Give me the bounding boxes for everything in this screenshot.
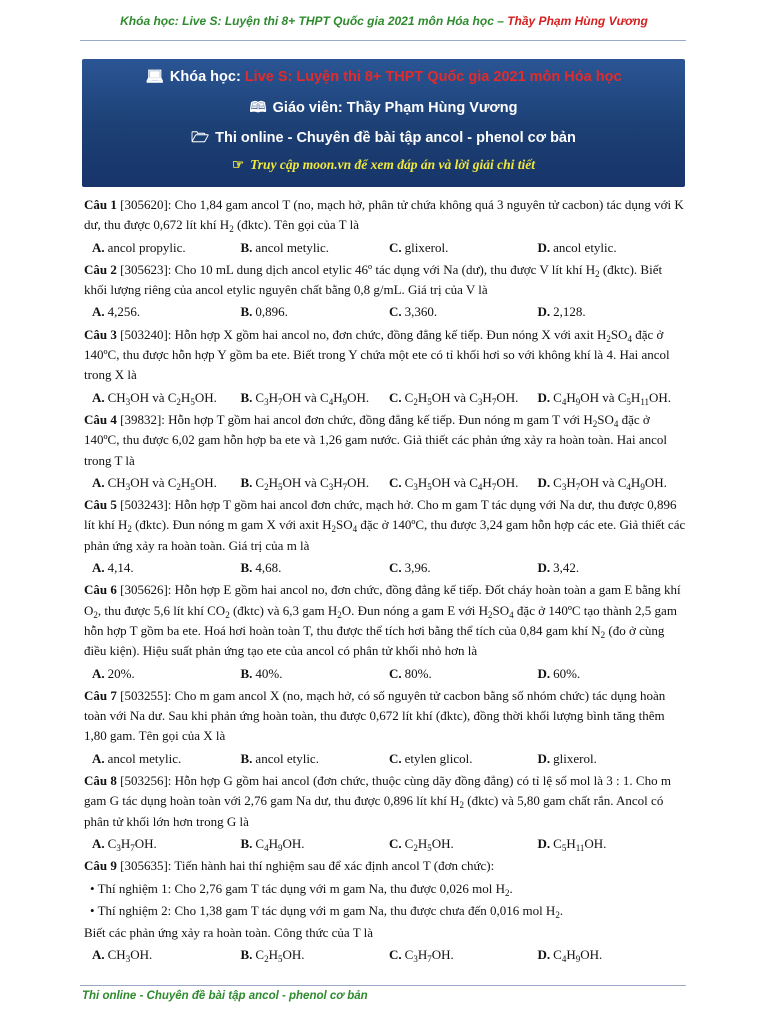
option-text: 3,42. bbox=[553, 560, 580, 576]
answer-options bbox=[92, 473, 686, 493]
question-number: Câu 7 bbox=[84, 687, 117, 703]
question-4 bbox=[84, 410, 686, 493]
option-text: 2,128. bbox=[553, 304, 586, 320]
answer-option-b bbox=[241, 749, 390, 769]
banner-course-name: Live S: Luyện thi 8+ THPT Quốc gia 2021 môn Hóa học bbox=[244, 69, 622, 85]
question-7 bbox=[84, 686, 686, 769]
answer-option-a bbox=[92, 388, 241, 408]
answer-option-d bbox=[538, 945, 687, 965]
answer-option-b bbox=[241, 945, 390, 965]
option-text: $C_4H_9OH$ và $C_5H_{11}OH$. bbox=[553, 389, 672, 407]
answer-option-a bbox=[92, 749, 241, 769]
question-stem: [305635]: Tiến hành hai thí nghiệm sau để xác định ancol T (đơn chức): bbox=[116, 858, 495, 874]
answer-option-a bbox=[92, 558, 241, 578]
answer-options bbox=[92, 945, 686, 965]
question-3 bbox=[84, 325, 686, 408]
question-stem: [503243]: Hỗn hợp T gồm hai ancol đơn chức, mạch hở. Cho m gam T tác dụng với Na dư, thu được 0,896 lít khí $H_2$ (đktc). Đun nóng m gam X với axit $H_2SO_4$ đặc ở 140ºC, thu được 3,24 gam hỗn hợp các ete. Giả thiết các phản ứng xảy ra hoàn toàn. Giá trị của m là bbox=[84, 497, 686, 553]
answer-option-c bbox=[389, 749, 538, 769]
option-letter: D. bbox=[537, 947, 551, 963]
banner-access-line[interactable] bbox=[82, 157, 685, 173]
option-text: $C_3H_7OH$. bbox=[107, 835, 157, 853]
answer-option-a bbox=[92, 945, 241, 965]
answer-option-c bbox=[389, 302, 538, 322]
question-text bbox=[84, 580, 686, 661]
question-stem: [305626]: Hỗn hợp E gồm hai ancol no, đơn chức, đồng đẳng kế tiếp. Đốt cháy hoàn toàn a gam E bằng khí $O_2$, thu được 5,6 lít khí $CO_2$ (đktc) và 6,3 gam $H_2O$. Đun nóng a gam E với $H_2SO_4$ đặc ở 140ºC tạo thành 2,5 gam hỗn hợp T gồm ba ete. Hoá hơi hoàn toàn T, thu được thể tích hơi bằng thể tích của 0,84 gam khí $N_2$ (đo ở cùng điều kiện). Hiệu suất phản ứng tạo ete của ancol có phân tử khối nhỏ hơn là bbox=[84, 582, 681, 659]
option-text: ancol etylic. bbox=[553, 239, 617, 255]
question-number: Câu 9 bbox=[84, 858, 117, 874]
answer-option-d bbox=[538, 558, 687, 578]
answer-option-a bbox=[92, 664, 241, 684]
experiment-text: Thí nghiệm 2: Cho 1,38 gam T tác dụng với m gam Na, thu được chưa đến 0,016 mol $H_2$. bbox=[97, 902, 564, 920]
answer-option-b bbox=[241, 834, 390, 854]
option-letter: D. bbox=[537, 665, 551, 681]
option-text: $C_3H_7OH$ và $C_4H_9OH$. bbox=[255, 389, 370, 407]
answer-option-a bbox=[92, 473, 241, 493]
option-text: $CH_3OH$ và $C_2H_5OH$. bbox=[107, 474, 217, 492]
option-text: $C_5H_{11}OH$. bbox=[553, 835, 607, 853]
option-text: $C_4H_9OH$. bbox=[553, 947, 603, 965]
option-letter: B. bbox=[240, 304, 253, 320]
answer-options bbox=[92, 388, 686, 408]
question-text bbox=[84, 495, 686, 556]
question-text bbox=[84, 771, 686, 832]
answer-option-d bbox=[538, 664, 687, 684]
question-number: Câu 6 bbox=[84, 582, 117, 598]
option-letter: C. bbox=[389, 750, 402, 766]
answer-option-b bbox=[241, 388, 390, 408]
option-text: $C_4H_9OH$. bbox=[255, 835, 305, 853]
option-text: 80%. bbox=[404, 665, 432, 681]
bullet-icon: • bbox=[90, 880, 98, 896]
option-letter: C. bbox=[389, 304, 402, 320]
banner-access-link[interactable]: Truy cập moon.vn để xem đáp án và lời giải chi tiết bbox=[250, 157, 536, 172]
question-text bbox=[84, 686, 686, 747]
question-stem: [503255]: Cho m gam ancol X (no, mạch hở, có số nguyên tử cacbon bằng số nhóm chức) tác dụng hoàn toàn với Na dư. Sau khi phản ứng hoàn toàn, thu được 0,672 lít khí (đktc), đồng thời khối lượng bình tăng thêm 1,80 gam. Tên gọi của X là bbox=[84, 687, 666, 744]
option-text: 40%. bbox=[255, 665, 283, 681]
answer-options bbox=[92, 749, 686, 769]
course-banner bbox=[82, 59, 685, 187]
answer-option-d bbox=[538, 238, 687, 258]
answer-option-b bbox=[241, 558, 390, 578]
option-letter: D. bbox=[537, 474, 551, 490]
book-icon: 🕮 bbox=[249, 100, 267, 116]
question-prompt: Biết các phản ứng xảy ra hoàn toàn. Công thức của T là bbox=[84, 925, 374, 941]
question-stem: [503256]: Hỗn hợp G gồm hai ancol (đơn chức, thuộc cùng dãy đồng đẳng) có tỉ lệ số mol là 3 : 1. Cho m gam G tác dụng hoàn toàn với 2,76 gam Na dư, thu được 0,896 lít khí $H_2$ (đktc) và 5,80 gam chất rắn. Ancol có phân tử khối lớn hơn trong G là bbox=[84, 773, 671, 829]
option-letter: C. bbox=[389, 560, 402, 576]
question-6 bbox=[84, 580, 686, 683]
option-letter: B. bbox=[240, 947, 253, 963]
question-8 bbox=[84, 771, 686, 854]
answer-option-c bbox=[389, 238, 538, 258]
option-letter: B. bbox=[240, 750, 253, 766]
banner-teacher: Giáo viên: Thầy Phạm Hùng Vương bbox=[272, 100, 518, 116]
answer-option-a bbox=[92, 238, 241, 258]
option-letter: B. bbox=[240, 560, 253, 576]
question-list bbox=[84, 195, 686, 968]
banner-exam: Thi online - Chuyên đề bài tập ancol - phenol cơ bản bbox=[215, 130, 576, 146]
option-letter: D. bbox=[537, 750, 551, 766]
option-letter: C. bbox=[389, 835, 402, 851]
option-text: $CH_3OH$ và $C_2H_5OH$. bbox=[107, 389, 217, 407]
option-letter: A. bbox=[92, 389, 105, 405]
bullet-icon: • bbox=[90, 902, 98, 918]
header-author: Thầy Phạm Hùng Vương bbox=[507, 14, 648, 28]
footer-divider bbox=[80, 985, 686, 986]
question-stem: [305623]: Cho 10 mL dung dịch ancol etylic 46º tác dụng với Na (dư), thu được V lít khí $H_2$ (đktc). Biết khối lượng riêng của ancol etylic nguyên chất bằng 0,8 g/mL. Giá trị của V là bbox=[84, 261, 663, 298]
banner-course-prefix: Khóa học: bbox=[169, 69, 245, 85]
option-letter: D. bbox=[537, 304, 551, 320]
answer-option-b bbox=[241, 664, 390, 684]
experiment-item bbox=[90, 901, 686, 921]
banner-course-line bbox=[82, 68, 685, 85]
question-2 bbox=[84, 260, 686, 323]
option-text: $C_3H_7OH$. bbox=[404, 947, 454, 965]
option-letter: A. bbox=[92, 947, 105, 963]
option-letter: A. bbox=[92, 474, 105, 490]
question-number: Câu 4 bbox=[84, 411, 117, 427]
option-letter: A. bbox=[92, 239, 105, 255]
answer-option-c bbox=[389, 834, 538, 854]
option-letter: C. bbox=[389, 474, 402, 490]
banner-teacher-line bbox=[82, 97, 685, 122]
answer-option-d bbox=[538, 749, 687, 769]
option-letter: A. bbox=[92, 750, 105, 766]
option-letter: B. bbox=[240, 239, 253, 255]
header-separator: – bbox=[493, 14, 508, 28]
option-letter: A. bbox=[92, 835, 105, 851]
experiment-text: Thí nghiệm 1: Cho 2,76 gam T tác dụng với m gam Na, thu được 0,026 mol $H_2$. bbox=[97, 880, 513, 898]
answer-option-d bbox=[538, 302, 687, 322]
option-text: $C_3H_5OH$ và $C_4H_7OH$. bbox=[404, 474, 519, 492]
answer-options bbox=[92, 664, 686, 684]
option-text: etylen glicol. bbox=[404, 750, 473, 766]
option-text: 3,360. bbox=[404, 304, 438, 320]
option-text: 4,256. bbox=[107, 304, 141, 320]
option-letter: B. bbox=[240, 389, 253, 405]
option-text: $CH_3OH$. bbox=[107, 947, 153, 965]
banner-exam-line bbox=[82, 127, 685, 152]
answer-options bbox=[92, 302, 686, 322]
question-text bbox=[84, 325, 686, 386]
folder-icon: 🗁 bbox=[191, 130, 210, 146]
option-text: ancol etylic. bbox=[255, 750, 319, 766]
answer-option-c bbox=[389, 388, 538, 408]
option-letter: D. bbox=[537, 560, 551, 576]
option-text: 4,14. bbox=[107, 560, 134, 576]
answer-options bbox=[92, 238, 686, 258]
answer-option-a bbox=[92, 302, 241, 322]
option-text: $C_2H_5OH$ và $C_3H_7OH$. bbox=[404, 389, 519, 407]
option-letter: C. bbox=[389, 947, 402, 963]
option-text: glixerol. bbox=[553, 750, 597, 766]
question-number: Câu 8 bbox=[84, 773, 117, 789]
experiment-item bbox=[90, 879, 686, 899]
question-stem: [39832]: Hỗn hợp T gồm hai ancol đơn chức, đồng đẳng kế tiếp. Đun nóng m gam T với $H_2SO_4$ đặc ở 140ºC, thu được 6,02 gam hỗn hợp ba ete và 1,26 gam nước. Giả thiết các phản ứng xảy ra hoàn toàn. Hai ancol trong T là bbox=[84, 411, 667, 468]
question-text bbox=[84, 260, 686, 301]
option-letter: D. bbox=[537, 835, 551, 851]
option-text: 20%. bbox=[107, 665, 135, 681]
option-letter: B. bbox=[240, 474, 253, 490]
page-footer: Thi online - Chuyên đề bài tập ancol - phenol cơ bản bbox=[82, 990, 368, 1002]
option-letter: B. bbox=[240, 835, 253, 851]
question-5 bbox=[84, 495, 686, 578]
page-header bbox=[0, 14, 768, 28]
answer-option-c bbox=[389, 945, 538, 965]
option-text: $C_2H_5OH$ và $C_3H_7OH$. bbox=[255, 474, 370, 492]
option-text: 4,68. bbox=[255, 560, 282, 576]
option-text: glixerol. bbox=[404, 239, 449, 255]
answer-option-b bbox=[241, 473, 390, 493]
header-divider bbox=[80, 40, 686, 41]
answer-option-c bbox=[389, 664, 538, 684]
question-number: Câu 2 bbox=[84, 261, 117, 277]
option-text: $C_2H_5OH$. bbox=[255, 947, 305, 965]
answer-option-a bbox=[92, 834, 241, 854]
option-text: ancol propylic. bbox=[107, 239, 186, 255]
question-1 bbox=[84, 195, 686, 258]
question-9 bbox=[84, 856, 686, 965]
question-number: Câu 1 bbox=[84, 197, 117, 212]
question-number: Câu 3 bbox=[84, 326, 117, 342]
option-text: ancol metylic. bbox=[107, 750, 182, 766]
answer-option-c bbox=[389, 473, 538, 493]
question-text bbox=[84, 410, 686, 471]
pointer-icon: ☞ bbox=[231, 157, 245, 172]
header-course: Khóa học: Live S: Luyện thi 8+ THPT Quốc gia 2021 môn Hóa học bbox=[120, 14, 494, 28]
option-letter: C. bbox=[389, 239, 402, 255]
option-letter: D. bbox=[537, 389, 551, 405]
option-text: 0,896. bbox=[255, 304, 288, 320]
answer-option-d bbox=[538, 473, 687, 493]
question-text bbox=[84, 195, 686, 236]
answer-option-d bbox=[538, 834, 687, 854]
option-text: 3,96. bbox=[404, 560, 431, 576]
laptop-icon: 💻︎ bbox=[145, 69, 164, 85]
option-text: $C_2H_5OH$. bbox=[404, 835, 454, 853]
question-number: Câu 5 bbox=[84, 497, 117, 513]
option-letter: A. bbox=[92, 304, 105, 320]
option-letter: B. bbox=[240, 665, 253, 681]
option-letter: C. bbox=[389, 389, 402, 405]
question-stem: [503240]: Hỗn hợp X gồm hai ancol no, đơn chức, đồng đẳng kế tiếp. Đun nóng X với axit $H_2SO_4$ đặc ở 140ºC, thu được hỗn hợp Y gồm ba ete. Biết trong Y chứa một ete có tỉ khối hơi so với không khí là 4. Hai ancol trong X là bbox=[84, 326, 670, 383]
option-text: 60%. bbox=[553, 665, 581, 681]
option-letter: C. bbox=[389, 665, 402, 681]
answer-option-b bbox=[241, 238, 390, 258]
option-letter: D. bbox=[537, 239, 551, 255]
option-letter: A. bbox=[92, 560, 105, 576]
option-letter: A. bbox=[92, 665, 105, 681]
question-stem: [305620]: Cho 1,84 gam ancol T (no, mạch hở, phân tử chứa không quá 3 nguyên tử cacbon) tác dụng với K dư, thu được 0,672 lít khí $H_2$ (đktc). Tên gọi của T là bbox=[84, 197, 684, 235]
option-text: ancol metylic. bbox=[255, 239, 330, 255]
answer-option-d bbox=[538, 388, 687, 408]
answer-options bbox=[92, 834, 686, 854]
answer-option-c bbox=[389, 558, 538, 578]
answer-option-b bbox=[241, 302, 390, 322]
answer-options bbox=[92, 558, 686, 578]
question-text bbox=[84, 856, 686, 876]
option-text: $C_3H_7OH$ và $C_4H_9OH$. bbox=[553, 474, 667, 492]
